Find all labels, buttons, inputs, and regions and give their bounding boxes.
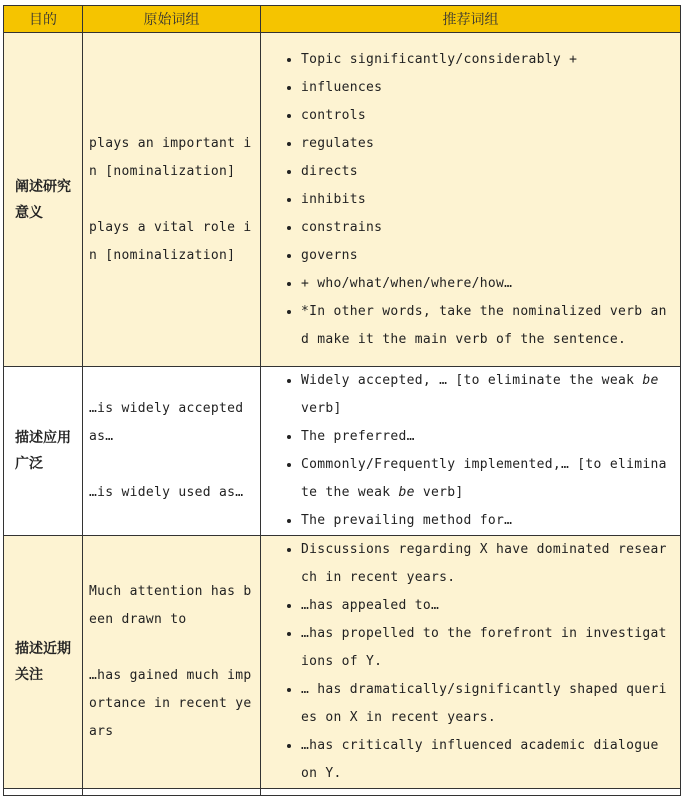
original-cell: [83, 367, 261, 536]
purpose-cell: 阐述研究意义: [4, 33, 83, 367]
phrase-table: [3, 5, 681, 796]
recommended-cell: [261, 536, 681, 789]
original-cell: [83, 33, 261, 367]
list-item: • + who/what/when/where/how…: [301, 270, 674, 298]
original-phrase: …has gained much importance in recent years: [89, 668, 252, 739]
list-item: • Discussions regarding X have dominated research in recent years.: [301, 536, 674, 592]
list-item: • influences: [301, 74, 674, 102]
list-item: • …has critically influenced academic dialogue on Y.: [301, 732, 674, 788]
original-phrase: plays an important in [nominalization]: [89, 135, 252, 179]
table-row: [4, 33, 681, 367]
list-item: • Commonly/Frequently implemented,… [to eliminate the weak be verb]: [301, 451, 674, 507]
header-original: 原始词组: [83, 6, 261, 33]
purpose-cell: 描述近期关注: [4, 536, 83, 789]
list-item: • Topic significantly/considerably +: [301, 46, 674, 74]
list-item: • … has dramatically/significantly shaped queries on X in recent years.: [301, 676, 674, 732]
original-phrase: plays a vital role in [nominalization]: [89, 219, 252, 263]
recommended-cell: [261, 33, 681, 367]
list-item: • governs: [301, 242, 674, 270]
original-phrase: …is widely used as…: [89, 485, 244, 500]
recommended-list: [261, 367, 680, 535]
list-item: • controls: [301, 102, 674, 130]
list-item: • The preferred…: [301, 423, 674, 451]
header-row: [4, 6, 681, 33]
list-item: • regulates: [301, 130, 674, 158]
list-item: • The prevailing method for…: [301, 507, 674, 535]
header-purpose: 目的: [4, 6, 83, 33]
recommended-list: [261, 46, 680, 354]
list-item: • *In other words, take the nominalized verb and make it the main verb of the sentence.: [301, 298, 674, 354]
original-phrase: …is widely accepted as…: [89, 401, 244, 444]
list-item: • …has appealed to…: [301, 592, 674, 620]
original-cell: [83, 536, 261, 789]
list-item: • Widely accepted, … [to eliminate the weak be verb]: [301, 367, 674, 423]
table-row: [4, 536, 681, 789]
table-row-partial: [4, 789, 681, 796]
list-item: • …has propelled to the forefront in investigations of Y.: [301, 620, 674, 676]
list-item: • directs: [301, 158, 674, 186]
list-item: • constrains: [301, 214, 674, 242]
header-recommended: 推荐词组: [261, 6, 681, 33]
purpose-cell: 描述应用广泛: [4, 367, 83, 536]
table-row: [4, 367, 681, 536]
recommended-list: [261, 536, 680, 788]
recommended-cell: [261, 367, 681, 536]
list-item: • inhibits: [301, 186, 674, 214]
original-phrase: Much attention has been drawn to: [89, 584, 252, 627]
